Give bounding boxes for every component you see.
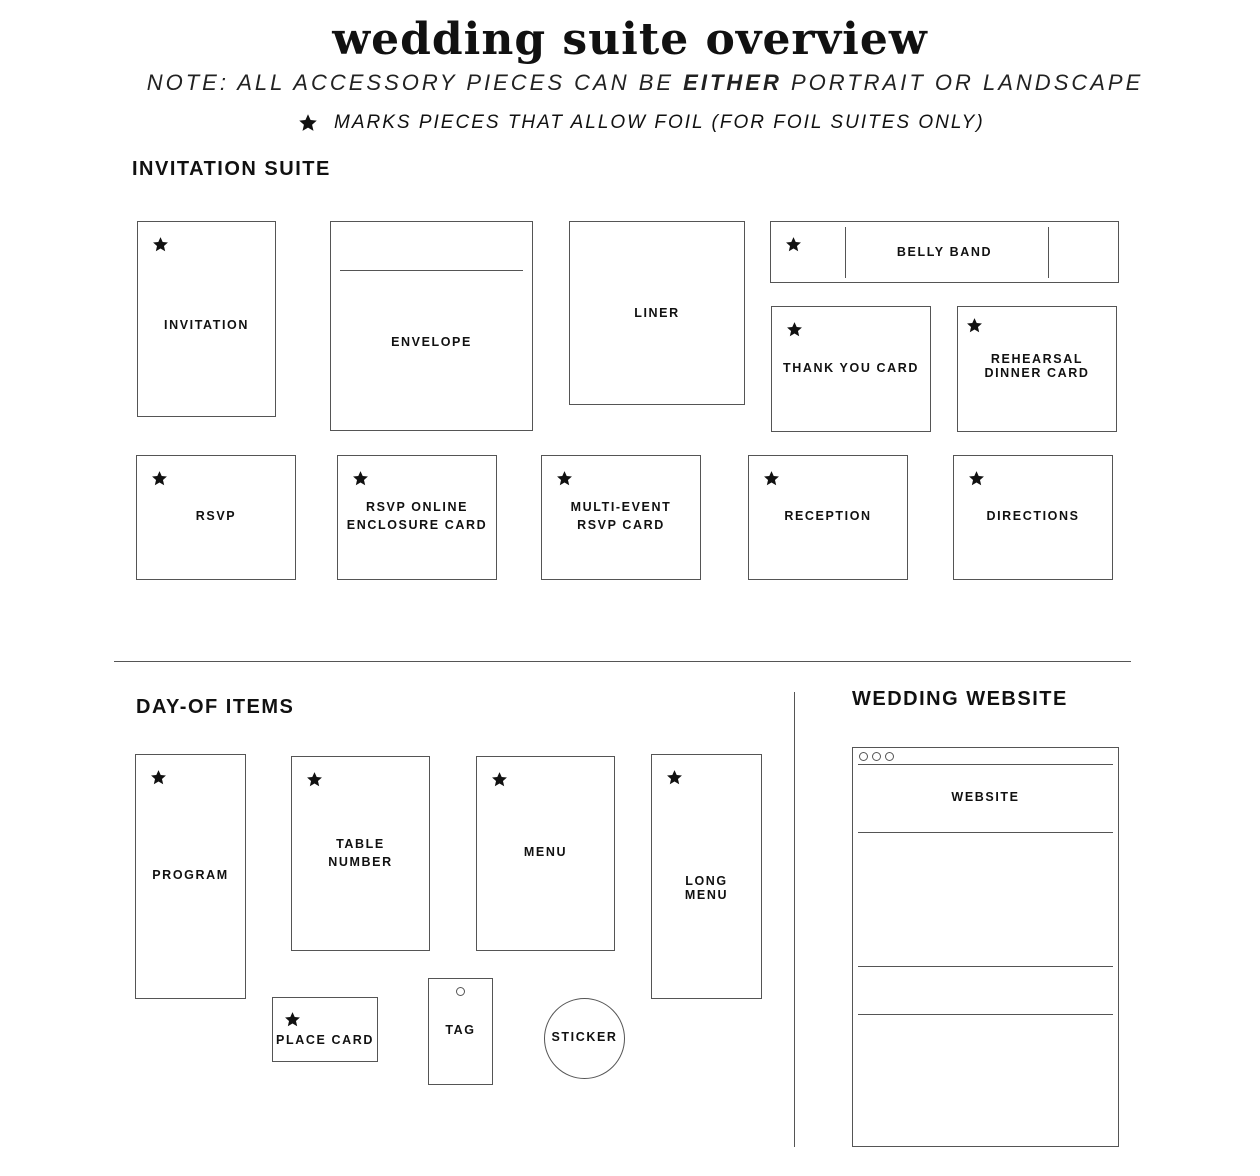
menu-label: MENU xyxy=(523,845,568,859)
website-section-line xyxy=(858,1014,1113,1015)
envelope-label: ENVELOPE xyxy=(391,335,472,349)
thank-you-label: THANK YOU CARD xyxy=(782,361,920,375)
invitation-suite-heading: INVITATION SUITE xyxy=(132,158,331,180)
star-icon xyxy=(150,769,167,786)
envelope-flap-line xyxy=(340,270,523,271)
program-label: PROGRAM xyxy=(152,868,229,882)
browser-dot-icon xyxy=(872,752,881,761)
wedding-website-heading: WEDDING WEBSITE xyxy=(852,688,1068,710)
sticker-shape xyxy=(544,998,625,1079)
star-icon xyxy=(491,771,508,788)
directions-label: DIRECTIONS xyxy=(986,509,1080,523)
menu-card xyxy=(476,756,615,951)
program-card xyxy=(135,754,246,999)
tag-hole xyxy=(456,987,465,996)
website-label: WEBSITE xyxy=(951,790,1020,804)
note-suffix: PORTRAIT OR LANDSCAPE xyxy=(781,70,1144,95)
star-icon xyxy=(306,771,323,788)
browser-dot-icon xyxy=(885,752,894,761)
rsvp-label: RSVP xyxy=(195,509,237,523)
tag-label: TAG xyxy=(445,1023,476,1037)
tag-card xyxy=(428,978,493,1085)
long-menu-label: LONG MENU xyxy=(684,874,729,902)
long-menu-card xyxy=(651,754,762,999)
section-divider xyxy=(114,661,1131,662)
directions-card xyxy=(953,455,1113,580)
liner-label: LINER xyxy=(634,306,680,320)
star-icon xyxy=(966,317,983,334)
browser-dot-icon xyxy=(859,752,868,761)
envelope-card xyxy=(330,221,533,431)
belly-band-card xyxy=(770,221,1119,283)
orientation-note xyxy=(0,70,1260,96)
belly-band-label: BELLY BAND xyxy=(896,245,993,259)
star-icon xyxy=(556,470,573,487)
multi-event-card xyxy=(541,455,701,580)
star-icon xyxy=(152,236,169,253)
invitation-card xyxy=(137,221,276,417)
star-icon xyxy=(763,470,780,487)
table-number-label: TABLE NUMBER xyxy=(328,837,393,869)
table-number-card xyxy=(291,756,430,951)
star-icon xyxy=(786,321,803,338)
rsvp-card xyxy=(136,455,296,580)
star-icon xyxy=(666,769,683,786)
reception-label: RECEPTION xyxy=(784,509,872,523)
liner-card xyxy=(569,221,745,405)
rsvp-online-label: RSVP ONLINE ENCLOSURE CARD xyxy=(346,500,488,532)
website-mockup xyxy=(852,747,1119,1147)
star-icon xyxy=(298,113,318,133)
place-card-label: PLACE CARD xyxy=(276,1033,374,1047)
invitation-label: INVITATION xyxy=(164,318,249,332)
star-icon xyxy=(968,470,985,487)
rehearsal-dinner-card xyxy=(957,306,1117,432)
column-divider xyxy=(794,692,795,1147)
multi-event-label: MULTI-EVENT RSVP CARD xyxy=(570,500,672,532)
place-card xyxy=(272,997,378,1062)
note-emphasis: EITHER xyxy=(683,70,782,95)
website-section-line xyxy=(858,966,1113,967)
website-header-line xyxy=(858,832,1113,833)
rsvp-online-card xyxy=(337,455,497,580)
page-title: wedding suite overview xyxy=(332,14,928,65)
rehearsal-dinner-label: REHEARSAL DINNER CARD xyxy=(984,352,1090,380)
reception-card xyxy=(748,455,908,580)
day-of-items-heading: DAY-OF ITEMS xyxy=(136,696,295,718)
note-prefix: NOTE: ALL ACCESSORY PIECES CAN BE xyxy=(146,70,684,95)
star-icon xyxy=(284,1011,301,1028)
star-icon xyxy=(151,470,168,487)
sticker-label: STICKER xyxy=(551,1030,618,1044)
foil-legend-text: MARKS PIECES THAT ALLOW FOIL (FOR FOIL SUITES ONLY) xyxy=(334,112,985,133)
star-icon xyxy=(352,470,369,487)
browser-bar-line xyxy=(858,764,1113,765)
foil-legend xyxy=(298,112,985,134)
thank-you-card xyxy=(771,306,931,432)
